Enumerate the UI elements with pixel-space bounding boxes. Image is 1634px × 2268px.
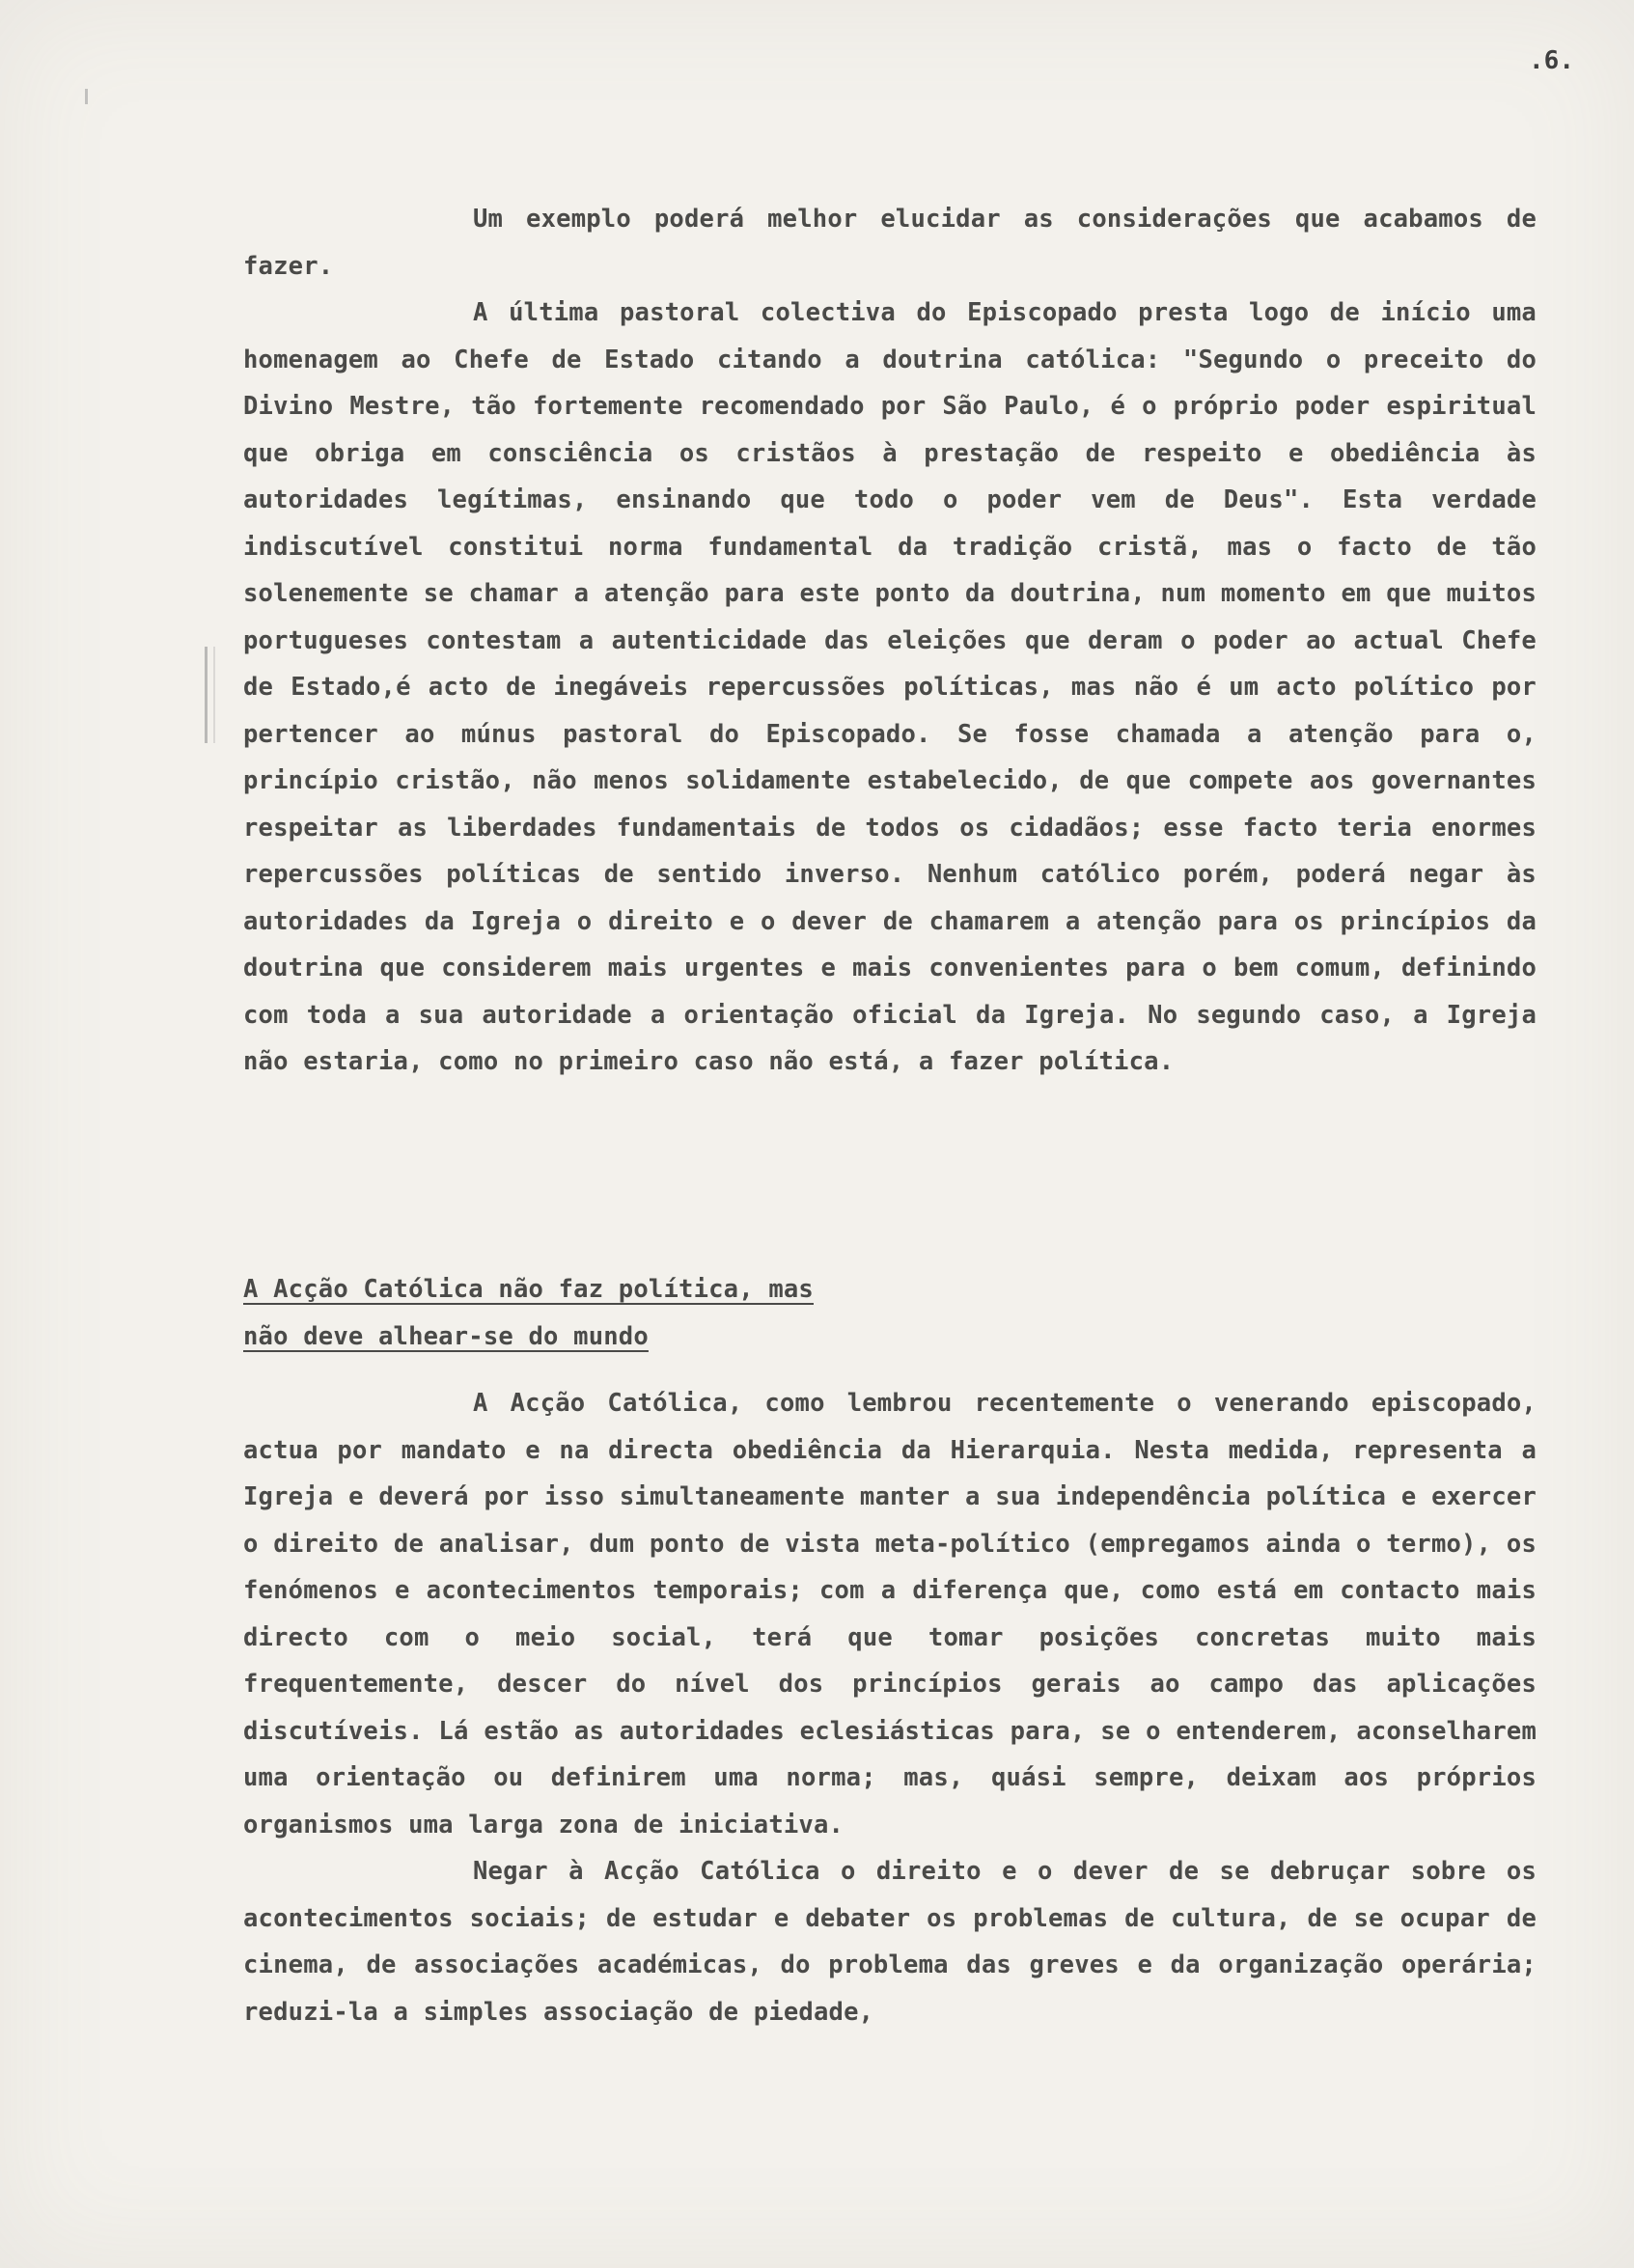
body-text-top (243, 196, 1537, 1086)
section-heading-line-2: não deve alhear-se do mundo (243, 1321, 649, 1351)
section-heading-line-1: A Acção Católica não faz política, mas (243, 1275, 814, 1304)
body-text-section (243, 1380, 1537, 2035)
section-heading (243, 1266, 1537, 1360)
section-paragraph-2: Negar à Acção Católica o direito e o dever de se debruçar sobre os acontecimentos sociais; de estudar e debater os problemas de cultura, de se ocupar de cinema, de associações académicas, do problema das greves e da organização operária; reduzi-la a simples associação de piedade, (243, 1857, 1537, 2027)
paragraph-1: Um exemplo poderá melhor elucidar as considerações que acabamos de fazer. (243, 205, 1537, 281)
pencil-margin-mark (205, 647, 215, 743)
page-number: .6. (1529, 46, 1574, 75)
paragraph-2: A última pastoral colectiva do Episcopado presta logo de início uma homenagem ao Chefe de Estado citando a doutrina católica: "Segundo o preceito do Divino Mestre, tão fortemente recomendado por São Paulo, é o próprio poder espiritual que obriga em consciência os cristãos à prestação de respeito e obediência às autoridades legítimas, ensinando que todo o poder vem de Deus". Esta verdade indiscutível constitui norma fundamental da tradição cristã, mas o facto de tão solenemente se chamar a atenção para este ponto da doutrina, num momento em que muitos portugueses contestam a autenticidade das eleições que deram o poder ao actual Chefe de Estado,é acto de inegáveis repercussões políticas, mas não é um acto político por pertencer ao múnus pastoral do Episcopado. Se fosse chamada a atenção para o, princípio cristão, não menos solidamente estabelecido, de que compete aos governantes respeitar as liberdades fundamentais de todos os cidadãos; esse facto teria enormes repercussões políticas de sentido inverso. Nenhum católico porém, poderá negar às autoridades da Igreja o direito e o dever de chamarem a atenção para os princípios da doutrina que considerem mais urgentes e mais convenientes para o bem comum, definindo com toda a sua autoridade a orientação oficial da Igreja. No segundo caso, a Igreja não estaria, como no primeiro caso não está, a fazer política. (243, 298, 1537, 1076)
margin-mark (85, 89, 88, 104)
section-paragraph-1: A Acção Católica, como lembrou recentemente o venerando episcopado, actua por mandato e na directa obediência da Hierarquia. Nesta medida, representa a Igreja e deverá por isso simultaneamente manter a sua independência política e exercer o direito de analisar, dum ponto de vista meta-político (empregamos ainda o termo), os fenómenos e acontecimentos temporais; com a diferença que, como está em contacto mais directo com o meio social, terá que tomar posições concretas muito mais frequentemente, descer do nível dos princípios gerais ao campo das aplicações discutíveis. Lá estão as autoridades eclesiásticas para, se o entenderem, aconselharem uma orientação ou definirem uma norma; mas, quási sempre, deixam aos próprios organismos uma larga zona de iniciativa. (243, 1389, 1537, 1839)
